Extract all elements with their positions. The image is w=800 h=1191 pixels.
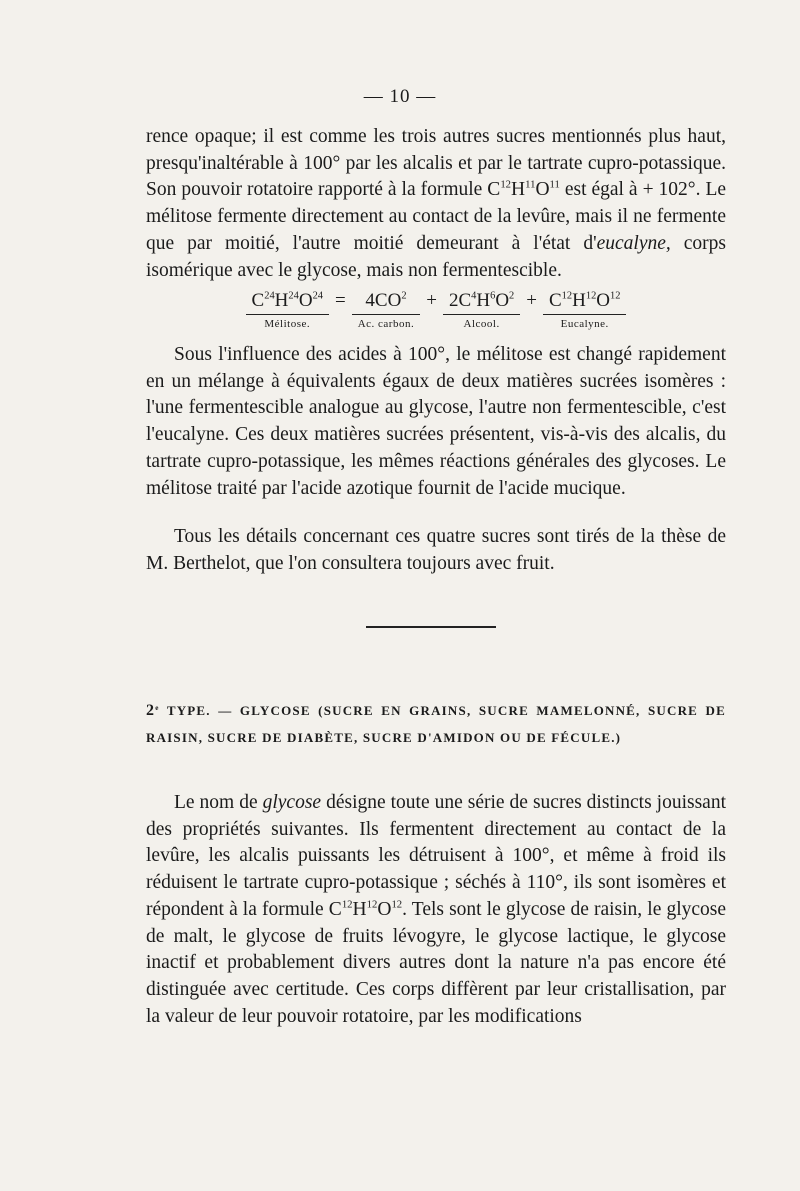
p1-line-3-text: Son pouvoir rotatoire rapporté à la formule C [146,179,501,201]
superscript: 12 [391,898,403,911]
p1-line-5-text: fermente que par moitié, l'autre moitié demeurant à l'état d' [146,206,726,254]
p4-text: . Tels sont le glycose de raisin, le glycose de malt, le glycose de fruits lévogyre, le glycose lactique, le glycose inactif et probablement divers autres dont la nature n'a pas encore été distinguée avec certitude. Ces corps diffèrent par leur cristallisation, par la valeur de leur pouvoir rotatoire, par les modifications [146,898,727,1027]
section-heading [146,697,726,751]
paragraph-4 [146,790,726,1030]
p1-line-3-text: O [535,179,550,201]
formula-part: H [476,290,491,311]
superscript: 24 [264,290,275,302]
superscript: 12 [341,898,353,911]
p1-line-3-text: est égal à + 102°. [559,179,701,201]
plus-sign: + [526,290,537,311]
superscript: 12 [585,290,597,302]
formula-part: 4CO [365,290,402,311]
superscript: 24 [288,290,299,302]
formula-eucalyne [543,290,626,315]
p1-line-3-text: H [511,179,526,201]
formula-part: O [298,290,313,311]
chemical-equation [146,290,726,336]
superscript: 11 [549,178,560,191]
equation-table [246,290,627,330]
formula-carbonic-acid [352,290,421,315]
spacer [420,315,443,331]
superscript: 12 [610,290,621,302]
p4-text: O [377,898,392,920]
heading-text: TYPE. — GLYCOSE (SUCRE EN GRAINS, SUCRE MAMELONNÉ, SUCRE DE RAISIN, SUCRE DE DIABÈTE, SUCRE D'AMIDON OU DE FÉCULE.) [146,703,726,745]
formula-part: C [251,290,265,311]
page-number: — 10 — [363,86,437,107]
formula-part: C [548,290,562,311]
p1-line-3 [146,179,700,200]
formula-part: O [596,290,611,311]
superscript: 12 [561,290,573,302]
superscript: 2 [401,290,407,302]
formula-part: H [274,290,289,311]
superscript: 4 [471,290,477,302]
section-divider [366,626,496,628]
p4-text: Le nom de [174,792,263,813]
formula-alcohol [443,290,520,315]
label-melitose: Mélitose. [264,318,311,330]
formula-part: 2C [448,290,472,311]
formula-part: H [572,290,586,311]
superscript: 12 [500,178,512,191]
paragraph-2: Sous l'influence des acides à 100°, le mélitose est changé rapidement en un mélange à équivalents égaux de deux matières sucrées isomères : l'une fermentescible analogue au glycose, l'autre non fermentescible, c'est l'eucalyne. Ces deux matières sucrées présentent, vis-à-vis des alcalis, du tartrate cupro-potassique, les mêmes réactions générales des glycoses. Le mélitose traité par l'acide azotique fournit de l'acide mucique. [146,344,726,499]
label-eucalyne: Eucalyne. [560,318,609,330]
p4-text: H [352,898,367,920]
superscript: 24 [312,290,323,302]
italic-term: glycose [262,792,322,813]
p4-text: désigne toute une série de sucres distincts jouissant des propriétés suivantes. Ils fermentent directement au contact de la levûre, les alcalis puissants les détruisent à 100°, et même à froid ils réduisent le tartrate cupro-potassique ; séchés à 110°, ils sont isomères et répondent à la formule C [146,792,726,920]
superscript: e [155,704,160,712]
equals-sign: = [335,290,346,311]
plus-sign: + [426,290,437,311]
paragraph-3: Tous les détails concernant ces quatre sucres sont tirés de la thèse de M. Berthelot, que l'on consultera toujours avec fruit. [146,526,726,574]
formula-melitose [246,290,329,315]
heading-number: 2 [146,702,156,719]
spacer [329,315,352,331]
superscript: 6 [490,290,496,302]
p1-line-4: Le mélitose fermente directement au contact de la levûre, mais il ne [146,179,727,228]
label-carbonic-acid: Ac. carbon. [357,318,415,330]
p1-line-1: rence opaque; il est comme les trois autres sucres mentionnés plus haut, [146,126,726,147]
label-alcohol: Alcool. [463,318,500,330]
superscript: 2 [509,290,515,302]
paragraph-1 [146,124,726,284]
superscript: 11 [525,178,536,191]
spacer [520,315,543,331]
formula-part: O [495,290,510,311]
superscript: 12 [366,898,378,911]
p1-line-2: presqu'inaltérable à 100° par les alcalis et par le tartrate cupro-potassique. [146,152,726,174]
p1-line-6: corps isomérique avec le glycose, mais non fermentescible. [146,232,726,281]
italic-term: eucalyne, [596,232,671,254]
